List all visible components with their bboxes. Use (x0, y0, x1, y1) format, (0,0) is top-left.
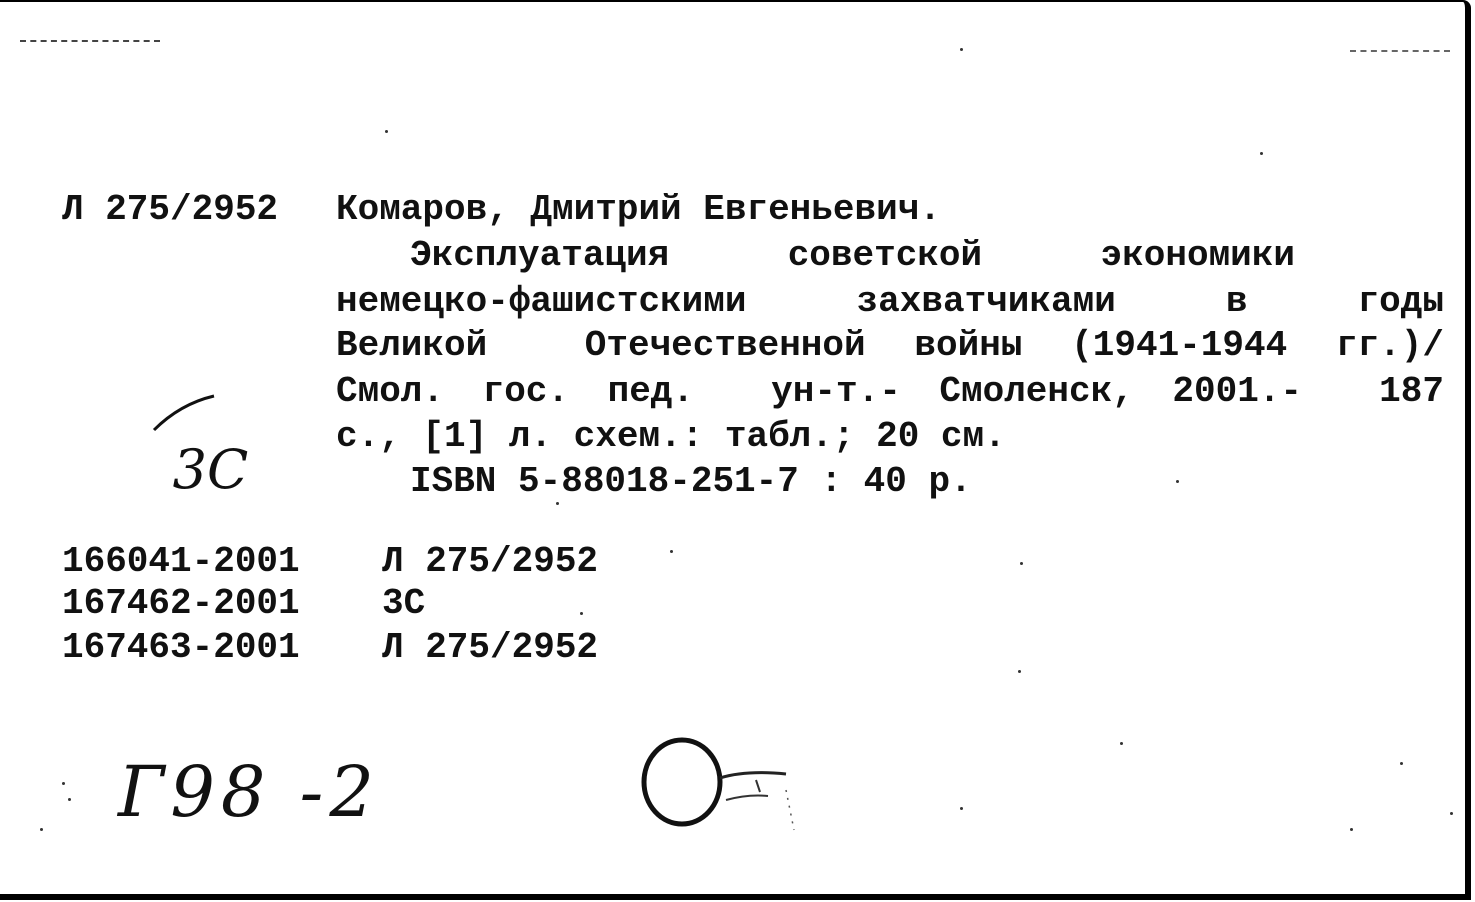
scan-speck (670, 550, 673, 553)
circle-stamp-mark (636, 730, 806, 840)
margin-mark-check-stroke (150, 394, 220, 434)
scan-speck (40, 828, 43, 831)
inventory-location-1: Л 275/2952 (382, 541, 599, 582)
scan-speck (1018, 670, 1021, 673)
isbn-line: ISBN 5-88018-251-7 : 40 р. (410, 461, 972, 502)
scan-speck (1450, 812, 1453, 815)
imprint-line: Смол. гос. пед. ун-т.- Смоленск, 2001.- 187 (336, 371, 1444, 412)
scan-speck (1176, 480, 1179, 483)
title-line-1: Эксплуатация советской экономики (410, 235, 1295, 276)
scan-speck (960, 48, 963, 51)
scan-speck (556, 502, 559, 505)
top-left-rule (20, 40, 160, 42)
scan-speck (580, 612, 583, 615)
call-number: Л 275/2952 (62, 189, 279, 230)
title-line-2: немецко-фашистскими захватчиками в годы (336, 281, 1444, 322)
handwritten-margin-text: 3С (172, 438, 249, 501)
inventory-number-1: 166041-2001 (62, 541, 300, 582)
scan-speck (1020, 562, 1023, 565)
scan-speck (1400, 762, 1403, 765)
scan-speck (1120, 742, 1123, 745)
scan-speck (1260, 152, 1263, 155)
author-heading: Комаров, Дмитрий Евгеньевич. (336, 189, 941, 230)
handwritten-footer: Г98 -2 (118, 751, 380, 833)
scan-speck (960, 807, 963, 810)
scan-speck (1350, 828, 1353, 831)
scan-speck (385, 130, 388, 133)
inventory-number-2: 167462-2001 (62, 583, 300, 624)
inventory-location-3: Л 275/2952 (382, 627, 599, 668)
inventory-location-2: 3С (382, 583, 426, 624)
scan-speck (62, 782, 65, 785)
top-right-rule (1350, 50, 1450, 52)
scan-speck (68, 798, 71, 801)
inventory-number-3: 167463-2001 (62, 627, 300, 668)
title-line-3: Великой Отечественной войны (1941-1944 гг.)/ (336, 325, 1444, 366)
collation-line: с., [1] л. схем.: табл.; 20 см. (336, 416, 1006, 457)
